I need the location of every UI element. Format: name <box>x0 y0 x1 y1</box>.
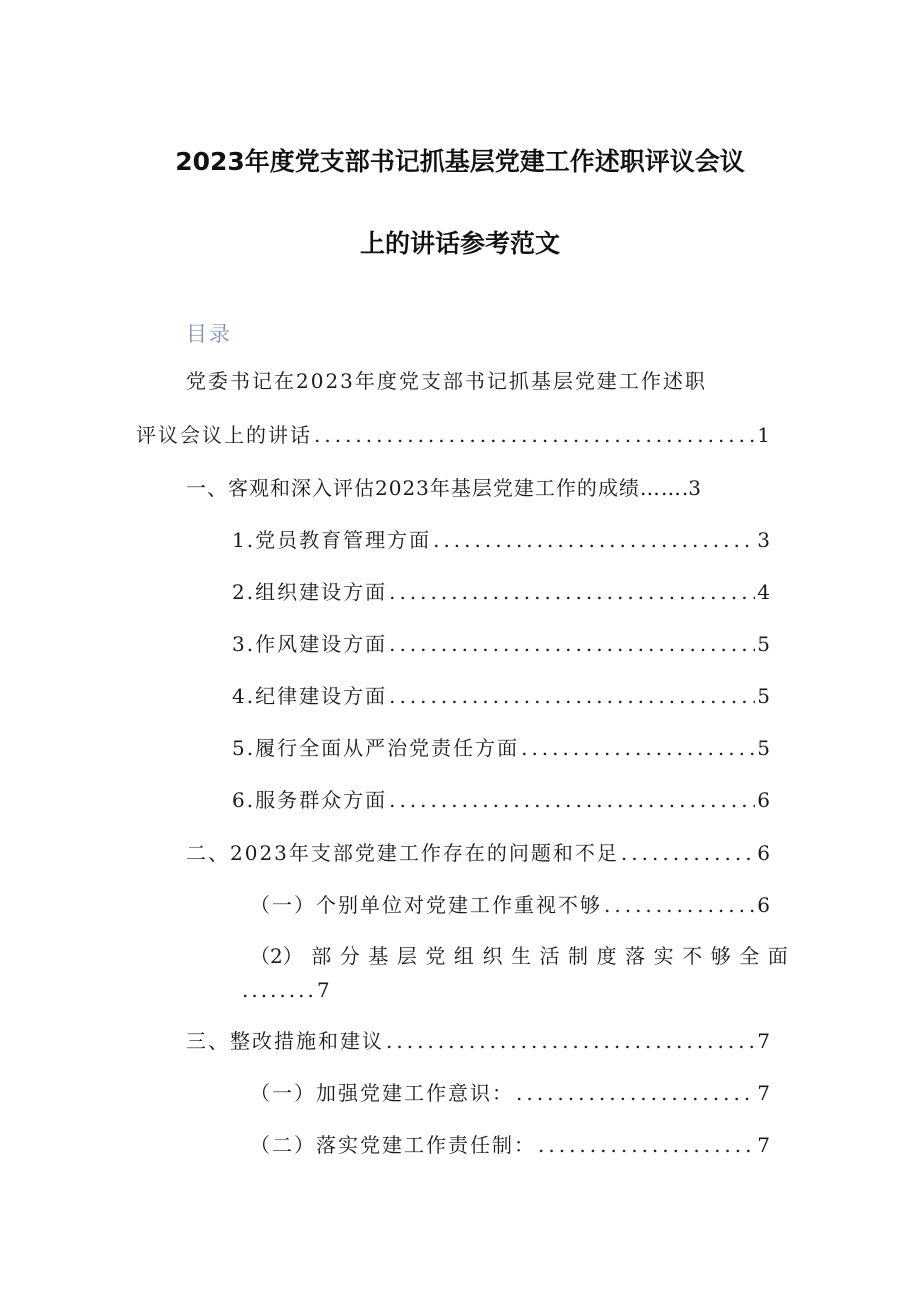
toc-item-label: 3.作风建设方面 <box>232 632 388 656</box>
toc-sub-label: （二）落实党建工作责任制： <box>250 1133 536 1157</box>
toc-leader-dots <box>538 1130 755 1160</box>
toc-page-number: .3 <box>681 476 701 500</box>
toc-leader-dots <box>389 785 755 815</box>
toc-leader-dots <box>386 1026 755 1056</box>
toc-sub-char: 不 <box>682 944 703 968</box>
toc-sub-label: （一）个别单位对党建工作重视不够 <box>250 893 602 917</box>
toc-sub-char: 织 <box>482 944 503 968</box>
toc-leader-dots <box>521 733 755 763</box>
toc-leader-dots <box>389 629 755 659</box>
toc-sub-label: （一）加强党建工作意识： <box>250 1081 514 1105</box>
toc-sub-char: 够 <box>710 944 731 968</box>
toc-page-number: 3 <box>757 528 770 552</box>
toc-intro-label: 评议会议上的讲话 <box>136 423 312 447</box>
toc-sub-2-1[interactable] <box>250 890 770 920</box>
toc-sub-char: 实 <box>653 944 674 968</box>
toc-item-3[interactable] <box>232 629 770 659</box>
toc-sub-2-2[interactable] <box>250 941 788 971</box>
toc-intro-line-1[interactable]: 党委书记在2023年度党支部书记抓基层党建工作述职 <box>186 369 707 393</box>
toc-intro-entry[interactable] <box>136 420 770 450</box>
document-title-line-2: 上的讲话参考范文 <box>359 229 560 258</box>
toc-page-number: 5 <box>757 736 770 760</box>
toc-item-4[interactable] <box>232 681 770 711</box>
toc-leader-dots <box>389 577 755 607</box>
toc-sub-3-1[interactable] <box>250 1078 770 1108</box>
toc-section-3-label: 三、整改措施和建议 <box>186 1029 384 1053</box>
toc-heading: 目录 <box>186 322 232 346</box>
toc-sub-char: 基 <box>368 944 389 968</box>
toc-leader-dots <box>516 1078 755 1108</box>
document-title-line-1: 2023年度党支部书记抓基层党建工作述职评议会议 <box>175 147 745 176</box>
toc-page-number: 1 <box>757 423 770 447</box>
toc-page-number: 4 <box>757 580 770 604</box>
toc-section-1[interactable] <box>186 473 701 503</box>
toc-page-number: 5 <box>757 632 770 656</box>
toc-sub-char: 生 <box>510 944 531 968</box>
toc-section-3[interactable] <box>186 1026 770 1056</box>
toc-sub-char: 落 <box>625 944 646 968</box>
toc-sub-char: （2） <box>250 944 303 968</box>
toc-sub-char: 组 <box>453 944 474 968</box>
toc-sub-char: 制 <box>568 944 589 968</box>
toc-sub-char: 面 <box>767 944 788 968</box>
toc-sub-char: 活 <box>539 944 560 968</box>
toc-item-label: 5.履行全面从严治党责任方面 <box>232 736 520 760</box>
toc-leader-dots <box>389 681 755 711</box>
toc-sub-2-2-line-2[interactable]: ........7 <box>242 978 333 1002</box>
toc-sub-char: 党 <box>425 944 446 968</box>
toc-item-1[interactable] <box>232 525 770 555</box>
toc-leader-dots <box>314 420 755 450</box>
toc-sub-char: 层 <box>396 944 417 968</box>
toc-item-6[interactable] <box>232 785 770 815</box>
toc-section-1-label: 一、客观和深入评估2023年基层党建工作的成绩…… <box>186 476 682 500</box>
toc-sub-char: 部 <box>311 944 332 968</box>
toc-item-2[interactable] <box>232 577 770 607</box>
toc-sub-char: 度 <box>596 944 617 968</box>
toc-section-2-label: 二、2023年支部党建工作存在的问题和不足 <box>186 841 619 865</box>
toc-item-label: 4.纪律建设方面 <box>232 684 388 708</box>
toc-item-5[interactable] <box>232 733 770 763</box>
toc-leader-dots <box>604 890 755 920</box>
toc-page-number: 7 <box>757 1081 770 1105</box>
toc-section-2[interactable] <box>186 838 770 868</box>
toc-item-label: 1.党员教育管理方面 <box>232 528 432 552</box>
toc-page-number: 5 <box>757 684 770 708</box>
toc-leader-dots <box>621 838 755 868</box>
toc-item-label: 2.组织建设方面 <box>232 580 388 604</box>
toc-item-label: 6.服务群众方面 <box>232 788 388 812</box>
toc-page-number: 7 <box>757 1029 770 1053</box>
toc-sub-char: 分 <box>339 944 360 968</box>
toc-sub-char: 全 <box>739 944 760 968</box>
toc-leader-dots <box>433 525 755 555</box>
toc-sub-3-2[interactable] <box>250 1130 770 1160</box>
toc-page-number: 7 <box>757 1133 770 1157</box>
toc-page-number: 6 <box>757 841 770 865</box>
toc-page-number: 6 <box>757 893 770 917</box>
toc-page-number: 6 <box>757 788 770 812</box>
